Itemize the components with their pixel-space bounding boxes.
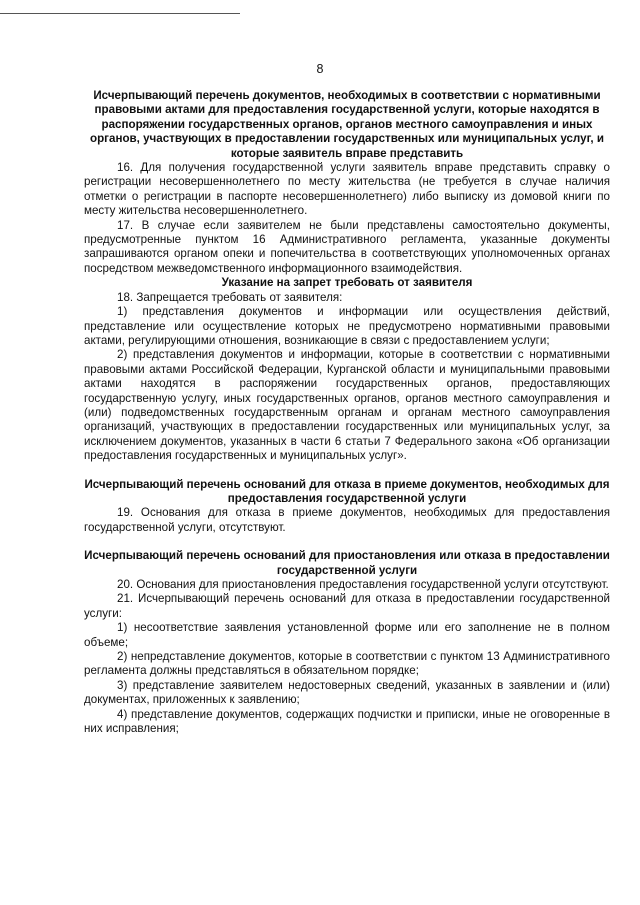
section-gap bbox=[84, 464, 610, 478]
paragraph-18: 18. Запрещается требовать от заявителя: bbox=[117, 290, 343, 304]
section-gap bbox=[84, 535, 610, 549]
section-heading-documents: Исчерпывающий перечень документов, необходимых в соответствии с нормативными правовыми актами для предоставления государственной услуги, которые находятся в распоряжении государственных органов, органов местного самоуправления и иных органов, участвующих в предоставлении государственных или муниципальных услуг, и которые заявитель вправе представить bbox=[90, 89, 604, 160]
paragraph-18-item-1: 1) представления документов и информации или осуществления действий, представление или осуществление которых не предусмотрено нормативными правовыми актами, регулирующими отношения, возникающие в связи с предоставлением услуги; bbox=[84, 305, 610, 347]
paragraph-19: 19. Основания для отказа в приеме документов, необходимых для предоставления государственной услуги, отсутствуют. bbox=[84, 506, 610, 534]
paragraph-21-item-3: 3) представление заявителем недостоверных сведений, указанных в заявлении и (или) документах, приложенных к заявлению; bbox=[84, 678, 610, 707]
paragraph-21-item-4: 4) представление документов, содержащих подчистки и приписки, иные не оговоренные в них исправления; bbox=[84, 707, 610, 736]
document-body bbox=[84, 89, 610, 736]
paragraph-18-item-2: 2) представления документов и информации, которые в соответствии с нормативными правовыми актами Российской Федерации, Курганской области и муниципальными правовыми актами находятся в распоряжении государственных органов, предоставляющих государственную услугу, иных государственных органов, органов местного самоуправления и (или) подведомственных государственным органам и органам местного самоуправления организаций, участвующих в предоставлении государственных или муниципальных услуг, за исключением документов, указанных в части 6 статьи 7 Федерального закона «Об организации предоставления государственных и муниципальных услуг». bbox=[84, 348, 610, 463]
paragraph-20: 20. Основания для приостановления предоставления государственной услуги отсутствуют. bbox=[117, 578, 609, 591]
paragraph-21-item-1: 1) несоответствие заявления установленной форме или его заполнение не в полном объеме; bbox=[84, 621, 610, 649]
header-rule bbox=[0, 13, 240, 14]
paragraph-21: 21. Исчерпывающий перечень оснований для отказа в предоставлении государственной услуги: bbox=[84, 592, 610, 620]
section-heading-prohibition: Указание на запрет требовать от заявителя bbox=[221, 276, 473, 290]
paragraph-21-item-2: 2) непредставление документов, которые в соответствии с пунктом 13 Административного регламента должны представляться в обязательном порядке; bbox=[84, 650, 610, 678]
section-heading-refusal-acceptance: Исчерпывающий перечень оснований для отказа в приеме документов, необходимых для предоставления государственной услуги bbox=[84, 477, 610, 505]
page-number: 8 bbox=[316, 62, 324, 76]
paragraph-16: 16. Для получения государственной услуги заявитель вправе представить справку о регистрации несовершеннолетнего по месту жительства (не требуется в случае наличия отметки о регистрации в паспорте несовершеннолетнего) либо выписку из домовой книги по месту жительства несовершеннолетнего. bbox=[84, 161, 610, 218]
paragraph-17: 17. В случае если заявителем не были представлены самостоятельно документы, предусмотренные пунктом 16 Административного регламента, указанные документы запрашиваются органом опеки и попечительства в соответствующих уполномоченных органах посредством межведомственного информационного взаимодействия. bbox=[84, 218, 610, 275]
section-heading-suspension: Исчерпывающий перечень оснований для приостановления или отказа в предоставлении государственной услуги bbox=[84, 549, 610, 577]
